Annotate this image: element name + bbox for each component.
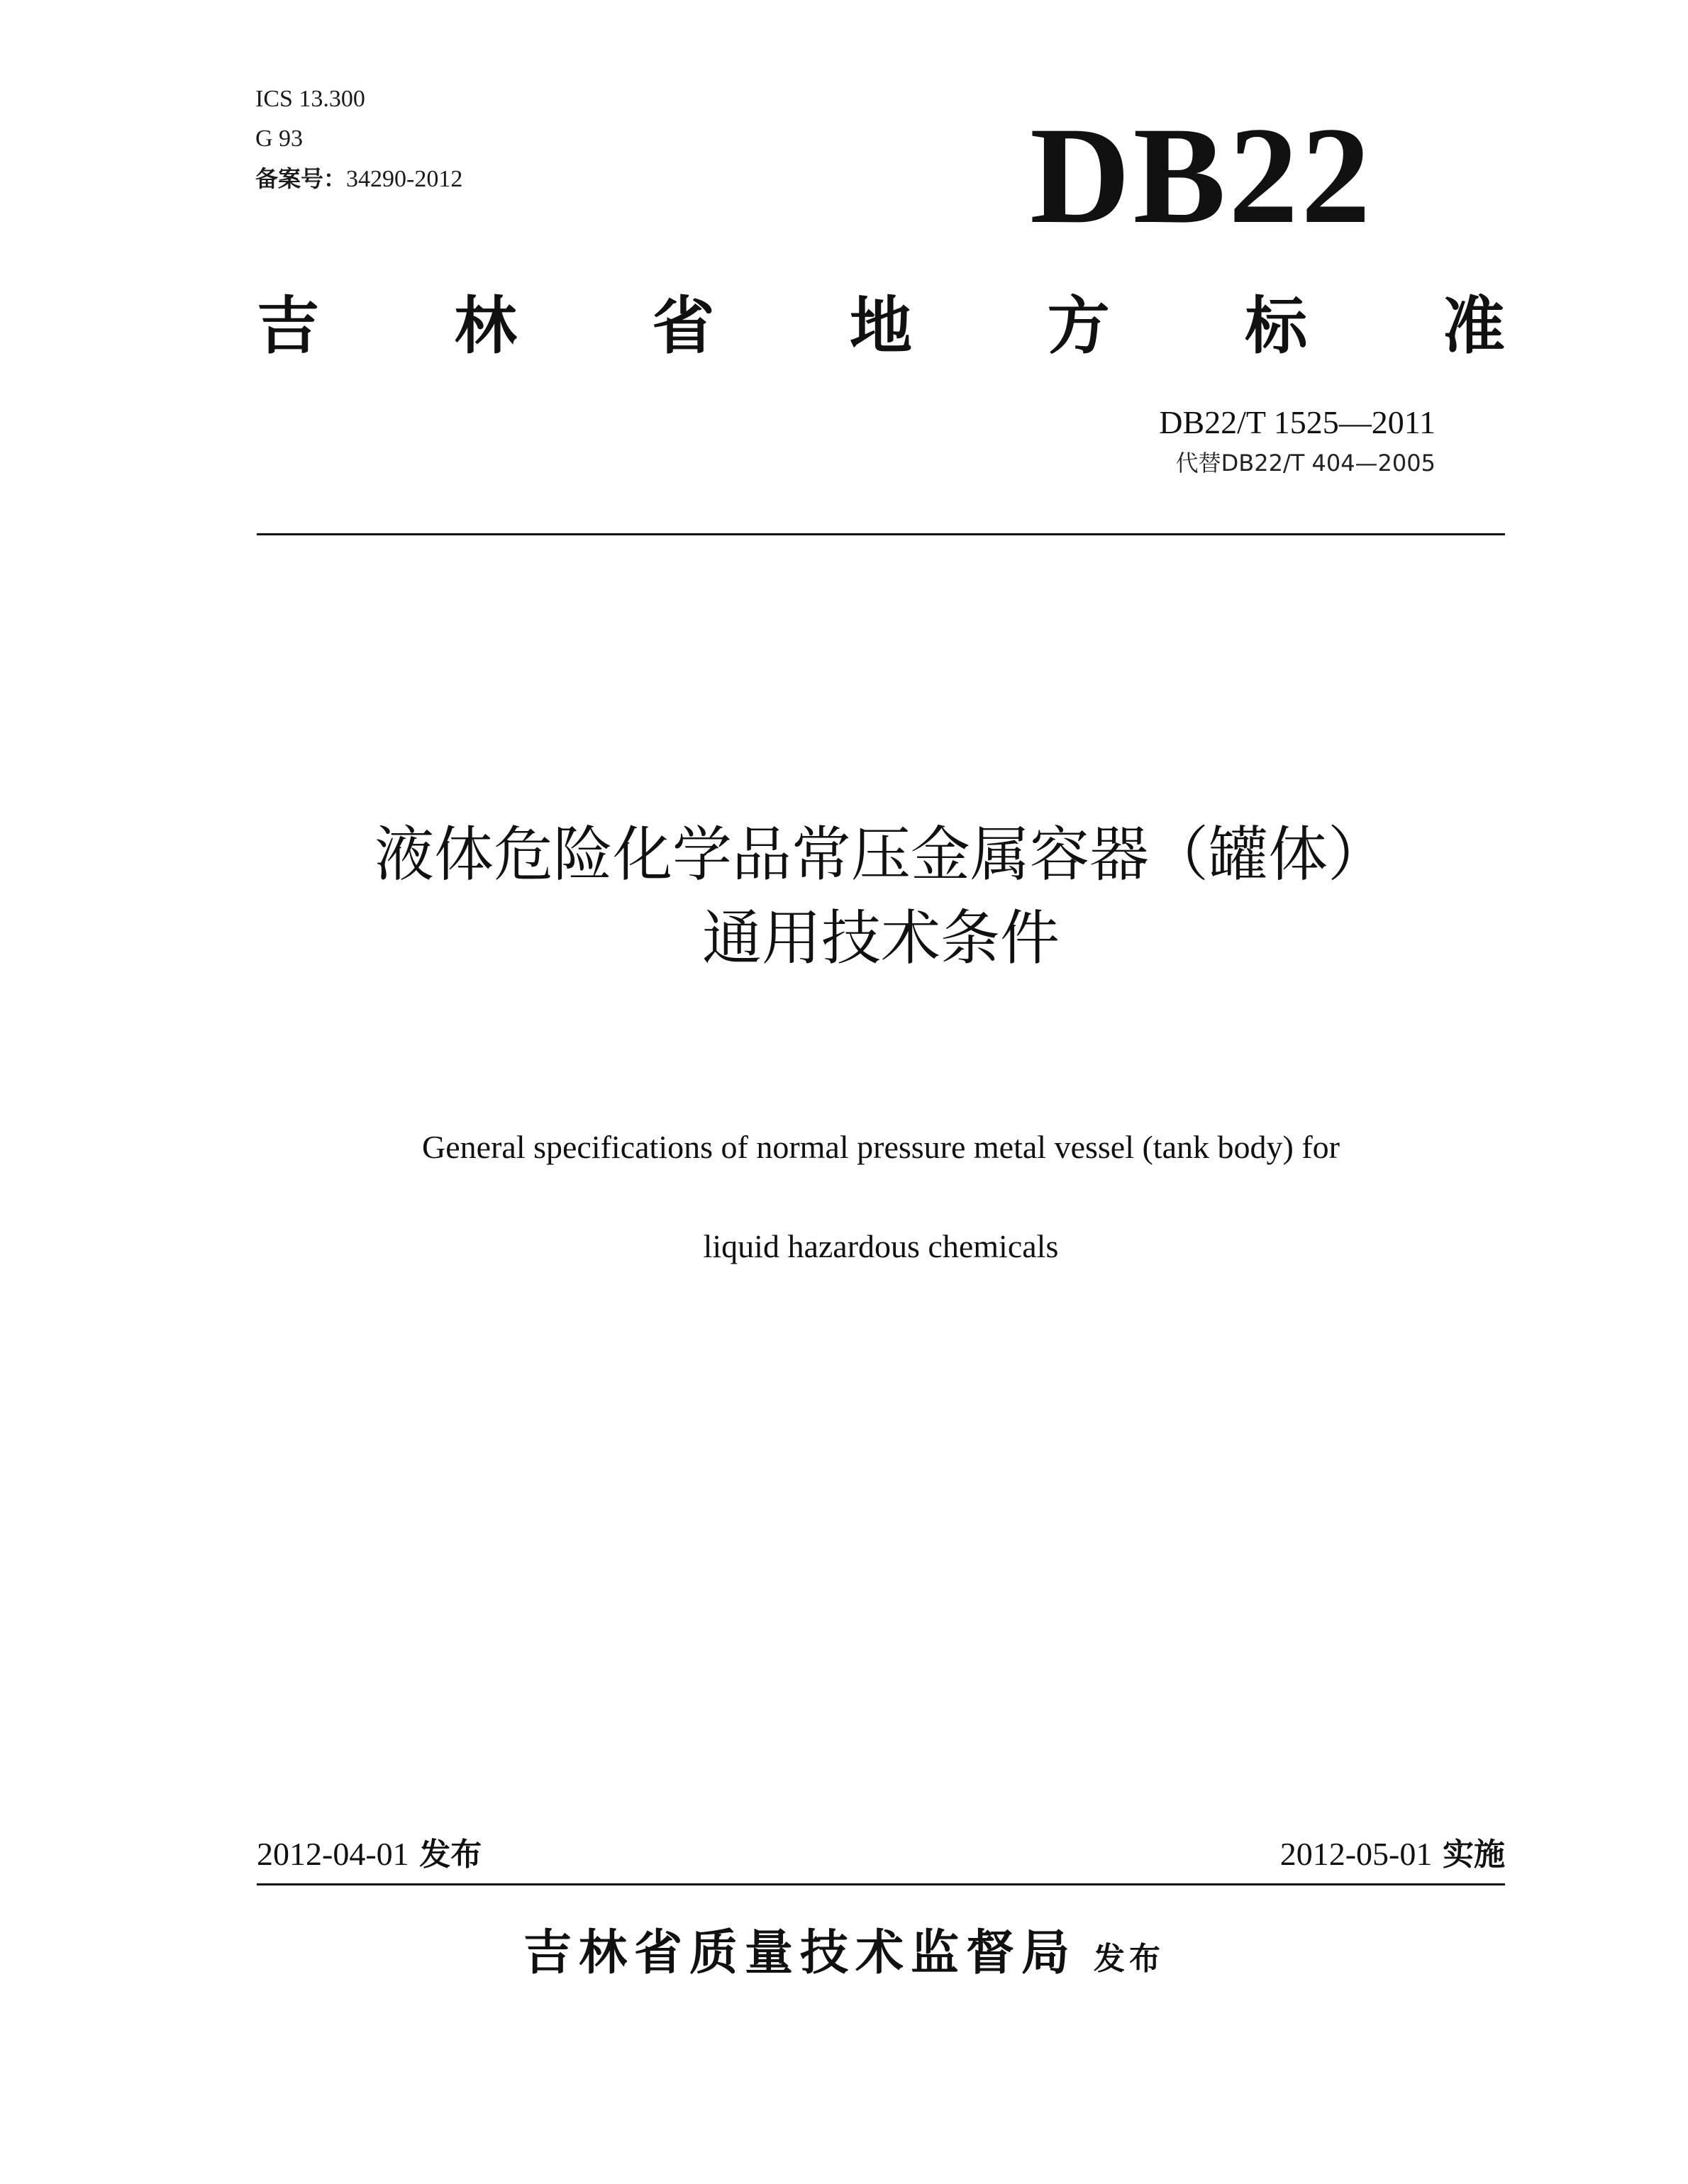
issuer-line (0, 1922, 1688, 1991)
implement-label: 实施 (1443, 1837, 1505, 1873)
replaces-standard: 代替DB22/T 404—2005 (1175, 450, 1436, 477)
filing-number-label: 备案号： (255, 165, 347, 192)
standard-type-char: 林 (454, 289, 517, 362)
implement-date: 2012-05-01 (1279, 1836, 1433, 1872)
english-title-line-1: General specifications of normal pressure metal vessel (tank body) for (422, 1129, 1340, 1165)
standard-type-char: 方 (1047, 289, 1110, 362)
standard-number: DB22/T 1525—2011 (1159, 404, 1436, 440)
ccs-code: G 93 (255, 126, 304, 152)
publish-date: 2012-04-01 (257, 1836, 409, 1872)
classification-block (255, 79, 462, 199)
english-title (257, 1126, 1505, 1268)
chinese-title (257, 813, 1505, 980)
publish-label: 发布 (419, 1837, 482, 1873)
standard-type-char: 准 (1442, 289, 1505, 362)
standard-type-char: 地 (849, 289, 912, 362)
standard-code-logo: DB22 (1030, 99, 1374, 252)
chinese-title-line-1: 液体危险化学品常压金属容器（罐体） (374, 820, 1387, 889)
header-divider (257, 533, 1505, 535)
standard-type-char: 省 (652, 289, 715, 362)
standard-type-heading (257, 284, 1505, 369)
footer-divider (257, 1883, 1505, 1885)
filing-number-line (255, 159, 462, 199)
chinese-title-line-2: 通用技术条件 (701, 903, 1060, 973)
issuer-name: 吉林省质量技术监督局 (523, 1925, 1077, 1981)
dates-row (257, 1832, 1505, 1876)
english-title-line-2: liquid hazardous chemicals (703, 1228, 1059, 1264)
implement-date-block (1280, 1832, 1505, 1876)
issuer-action: 发布 (1094, 1941, 1165, 1977)
ics-code: ICS 13.300 (255, 86, 365, 112)
standard-type-char: 吉 (257, 289, 320, 362)
publish-date-block (257, 1832, 482, 1876)
standard-number-block (1159, 401, 1436, 479)
standard-type-char: 标 (1245, 289, 1308, 362)
filing-number-value: 34290-2012 (346, 166, 463, 192)
